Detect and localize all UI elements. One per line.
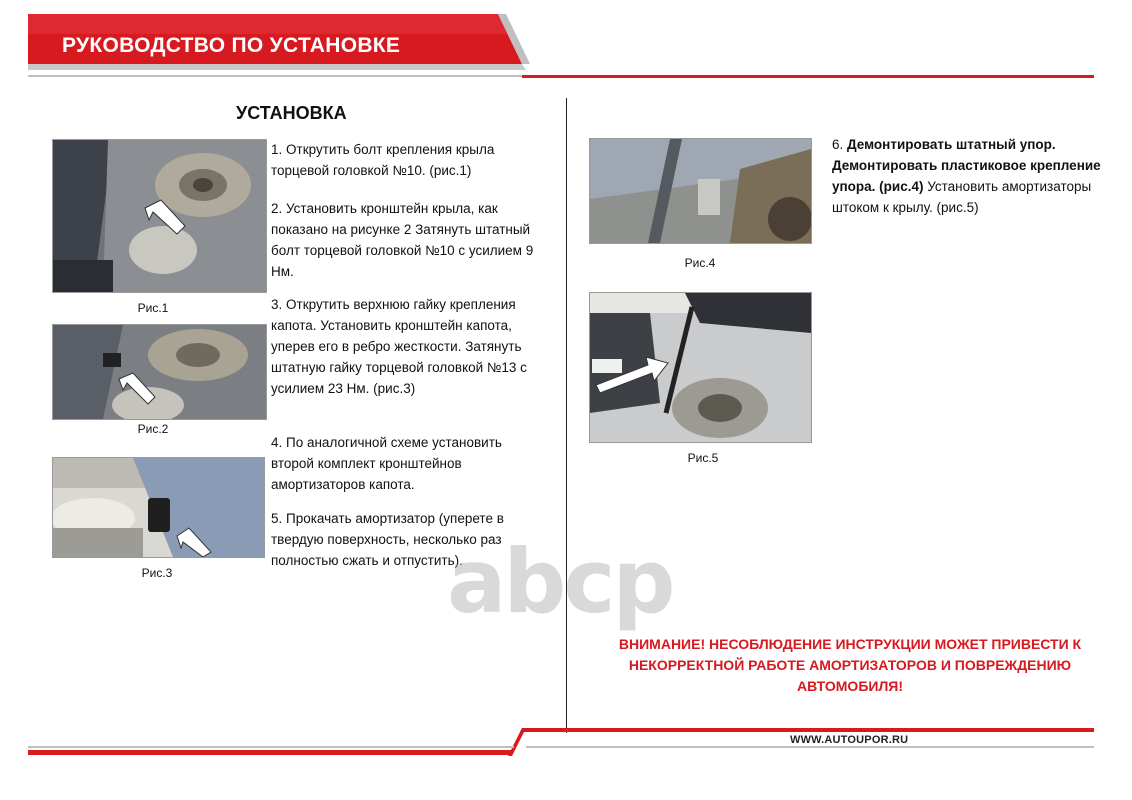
figure-4-caption: Рис.4 <box>684 256 716 270</box>
step-6-number: 6. <box>832 137 848 152</box>
column-divider <box>566 98 567 733</box>
figure-2-caption: Рис.2 <box>137 422 169 436</box>
section-title: УСТАНОВКА <box>236 103 347 123</box>
step-2-text: 2. Установить кронштейн крыла, как показано на рисунке 2 Затянуть штатный болт торцевой головкой №10 с усилием 9 Нм. <box>271 201 534 279</box>
step-6-bold-text: Демонтировать штатный упор. Демонтировать пластиковое крепление упора. (рис.4) <box>832 137 1101 194</box>
figure-2-photo <box>52 324 267 420</box>
figure-5-caption: Рис.5 <box>687 451 719 465</box>
step-6-text <box>832 134 1102 218</box>
watermark-logo: abcp <box>447 530 673 633</box>
step-6-rest-text: Установить амортизаторы штоком к крылу. (рис.5) <box>832 179 1092 215</box>
step-3-text: 3. Открутить верхнюю гайку крепления капота. Установить кронштейн капота, уперев его в ребро жесткости. Затянуть штатную гайку торцевой головкой №13 с усилием 23 Нм. (рис.3) <box>271 297 527 396</box>
step-1-text: 1. Открутить болт крепления крыла торцевой головкой №10. (рис.1) <box>271 142 495 178</box>
figure-1-caption: Рис.1 <box>137 301 169 315</box>
document-title: РУКОВОДСТВО ПО УСТАНОВКЕ <box>62 34 401 57</box>
step-5-text: 5. Прокачать амортизатор (уперете в твердую поверхность, несколько раз полностью сжать и отпустить). <box>271 511 504 568</box>
figure-3-caption: Рис.3 <box>141 566 173 580</box>
website-link[interactable]: WWW.AUTOUPOR.RU <box>790 734 909 746</box>
footer-banner <box>0 720 1132 760</box>
figure-4-photo <box>589 138 812 244</box>
figure-5-photo <box>589 292 812 443</box>
step-4-text: 4. По аналогичной схеме установить второй комплект кронштейнов амортизаторов капота. <box>271 435 502 492</box>
figure-1-photo <box>52 139 267 293</box>
warning-text: ВНИМАНИЕ! НЕСОБЛЮДЕНИЕ ИНСТРУКЦИИ МОЖЕТ ПРИВЕСТИ К НЕКОРРЕКТНОЙ РАБОТЕ АМОРТИЗАТОРОВ И ПОВРЕЖДЕНИЮ АВТОМОБИЛЯ! <box>618 636 1082 694</box>
figure-3-photo <box>52 457 265 558</box>
